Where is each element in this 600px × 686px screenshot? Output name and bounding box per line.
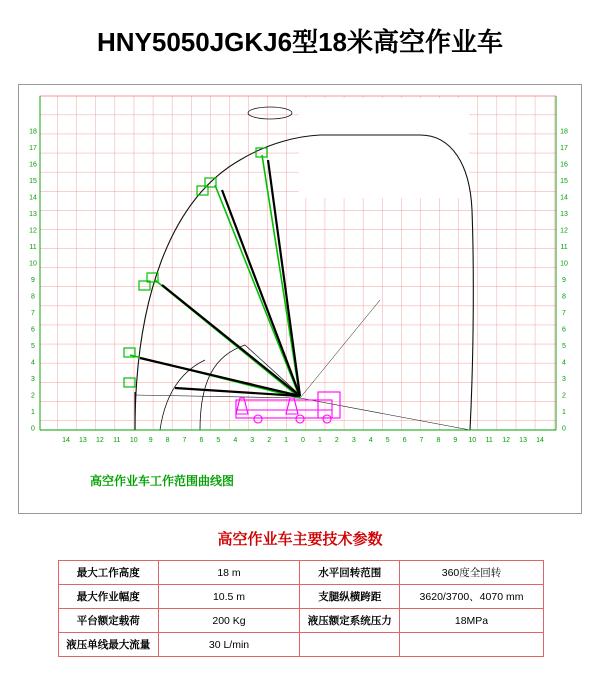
axis-tick-label: 6 [562,326,566,334]
axis-tick-label: 5 [216,437,221,444]
axis-tick-label: 16 [560,161,568,169]
axis-tick-label: 18 [560,128,568,136]
axis-tick-label: 10 [560,260,568,268]
axis-tick-label: 12 [502,437,511,444]
param-label: 最大工作高度 [59,561,159,585]
chart-caption: 高空作业车工作范围曲线图 [90,474,235,488]
axis-tick-label: 3 [562,376,566,383]
axis-tick-label: 13 [519,437,527,444]
axis-tick-label: 12 [29,227,37,235]
axis-tick-label: 9 [148,437,153,444]
params-table [58,560,544,657]
axis-tick-label: 8 [436,437,441,444]
axis-tick-label: 14 [29,194,37,202]
axis-tick-label: 9 [31,277,35,284]
axis-tick-label: 5 [31,343,35,350]
table-row [59,609,544,633]
axis-tick-label: 17 [29,145,37,152]
axis-tick-label: 8 [31,293,35,301]
page-title: HNY5050JGKJ6型18米高空作业车 [96,27,504,57]
axis-tick-label: 6 [402,437,407,444]
axis-tick-label: 13 [29,211,37,218]
axis-tick-label: 13 [79,437,87,444]
param-label: 支腿纵横跨距 [300,585,400,609]
axis-tick-label: 11 [485,437,493,444]
axis-tick-label: 4 [562,359,566,367]
axis-tick-label: 1 [31,409,35,416]
param-value: 18 m [158,561,300,585]
axis-tick-label: 14 [62,437,70,444]
axis-tick-label: 3 [250,437,255,444]
param-label [300,633,400,657]
axis-tick-label: 10 [129,437,138,444]
param-label: 水平回转范围 [300,561,400,585]
axis-tick-label: 7 [562,310,566,317]
axis-tick-label: 6 [199,437,204,444]
param-value [400,633,544,657]
param-label: 平台额定载荷 [59,609,159,633]
axis-tick-label: 4 [31,359,35,367]
table-row [59,561,544,585]
axis-tick-label: 5 [385,437,390,444]
param-label: 液压单线最大流量 [59,633,159,657]
axis-tick-label: 9 [562,277,566,284]
axis-tick-label: 11 [113,437,121,444]
axis-tick-label: 6 [31,326,35,334]
param-value: 200 Kg [158,609,300,633]
axis-tick-label: 18 [29,128,37,136]
axis-tick-label: 0 [301,437,305,444]
axis-tick-label: 11 [29,244,37,251]
axis-tick-label: 17 [560,145,568,152]
axis-tick-label: 14 [560,194,568,202]
axis-tick-label: 2 [31,392,35,400]
param-value: 360度全回转 [400,561,544,585]
axis-tick-label: 15 [560,178,568,185]
axis-tick-label: 12 [560,227,568,235]
table-row [59,585,544,609]
param-value: 18MPa [400,609,544,633]
axis-tick-label: 14 [536,437,544,444]
param-label: 最大作业幅度 [59,585,159,609]
axis-tick-label: 0 [31,425,35,433]
axis-tick-label: 7 [31,310,35,317]
axis-tick-label: 0 [562,425,566,433]
param-label: 液压额定系统压力 [300,609,400,633]
axis-tick-label: 10 [29,260,37,268]
axis-tick-label: 9 [453,437,458,444]
axis-tick-label: 8 [165,437,170,444]
axis-tick-label: 7 [419,437,424,444]
axis-tick-label: 1 [317,437,322,444]
axis-tick-label: 2 [562,392,566,400]
axis-tick-label: 3 [351,437,356,444]
axis-tick-label: 8 [562,293,566,301]
axis-tick-label: 2 [334,437,339,444]
param-value: 30 L/min [158,633,300,657]
param-value: 10.5 m [158,585,300,609]
axis-tick-label: 12 [95,437,104,444]
params-title: 高空作业车主要技术参数 [217,531,383,548]
axis-tick-label: 5 [562,343,566,350]
axis-tick-label: 7 [182,437,187,444]
param-value: 3620/3700、4070 mm [400,585,544,609]
axis-tick-label: 2 [267,437,272,444]
axis-tick-label: 4 [233,437,238,444]
axis-tick-label: 10 [468,437,477,444]
axis-tick-label: 3 [31,376,35,383]
axis-tick-label: 15 [29,178,37,185]
table-row [59,633,544,657]
axis-tick-label: 1 [284,437,289,444]
axis-tick-label: 4 [368,437,373,444]
axis-tick-label: 16 [29,161,37,169]
axis-tick-label: 1 [562,409,566,416]
axis-tick-label: 11 [560,244,568,251]
axis-tick-label: 13 [560,211,568,218]
